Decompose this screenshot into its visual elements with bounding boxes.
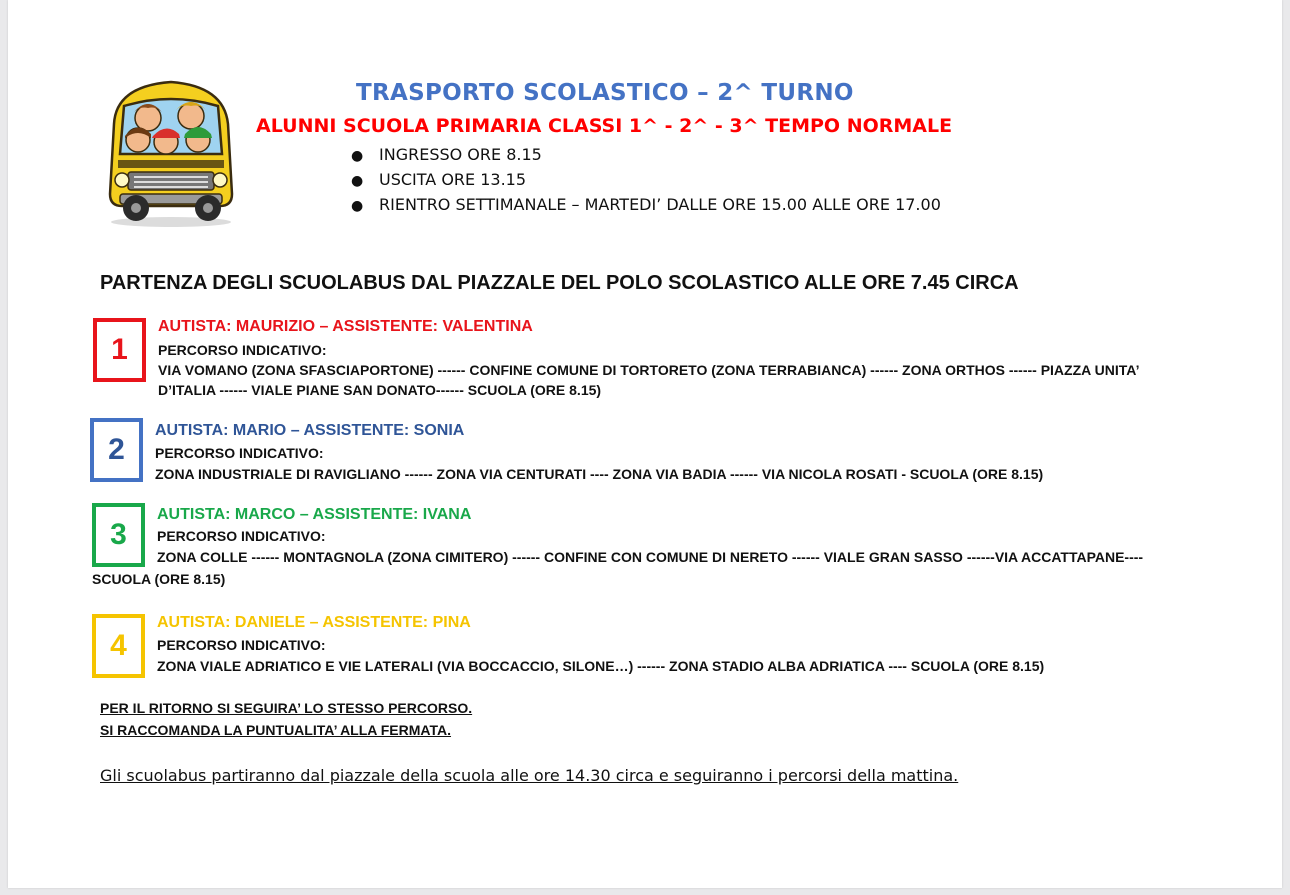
route-driver: AUTISTA: MAURIZIO – ASSISTENTE: VALENTINA xyxy=(158,318,533,335)
document-page xyxy=(8,0,1282,888)
bullet-icon: ● xyxy=(351,173,364,189)
page-title: TRASPORTO SCOLASTICO – 2^ TURNO xyxy=(356,80,854,106)
return-note: PER IL RITORNO SI SEGUIRA’ LO STESSO PERCORSO. xyxy=(100,700,473,716)
route-number-badge: 3 xyxy=(92,503,145,567)
departure-heading: PARTENZA DEGLI SCUOLABUS DAL PIAZZALE DEL POLO SCOLASTICO ALLE ORE 7.45 CIRCA xyxy=(100,272,1019,294)
bullet-icon: ● xyxy=(351,148,364,164)
route-path: SCUOLA (ORE 8.15) xyxy=(92,571,226,587)
schedule-text: RIENTRO SETTIMANALE – MARTEDI’ DALLE ORE 15.00 ALLE ORE 17.00 xyxy=(379,195,941,214)
school-bus-icon xyxy=(96,76,246,228)
route-label: PERCORSO INDICATIVO: xyxy=(155,445,324,461)
afternoon-note: Gli scuolabus partiranno dal piazzale della scuola alle ore 14.30 circa e seguiranno i percorsi della mattina. xyxy=(100,766,959,785)
route-label: PERCORSO INDICATIVO: xyxy=(158,342,327,358)
schedule-text: INGRESSO ORE 8.15 xyxy=(379,145,542,164)
punctuality-note: SI RACCOMANDA LA PUNTUALITA’ ALLA FERMATA. xyxy=(100,722,452,738)
route-driver: AUTISTA: MARIO – ASSISTENTE: SONIA xyxy=(155,422,465,439)
route-number-badge: 2 xyxy=(90,418,143,482)
schedule-item xyxy=(351,169,941,194)
route-path: ZONA COLLE ------ MONTAGNOLA (ZONA CIMITERO) ------ CONFINE CON COMUNE DI NERETO ------ VIALE GRAN SASSO ------VIA ACCATTAPANE---- xyxy=(157,549,1144,565)
route-label: PERCORSO INDICATIVO: xyxy=(157,528,326,544)
bullet-icon: ● xyxy=(351,198,364,214)
route-path: VIA VOMANO (ZONA SFASCIAPORTONE) ------ CONFINE COMUNE DI TORTORETO (ZONA TERRABIANCA) ------ ZONA ORTHOS ------ PIAZZA UNITA’ xyxy=(158,362,1140,378)
route-label: PERCORSO INDICATIVO: xyxy=(157,637,326,653)
route-path: ZONA VIALE ADRIATICO E VIE LATERALI (VIA BOCCACCIO, SILONE…) ------ ZONA STADIO ALBA ADRIATICA ---- SCUOLA (ORE 8.15) xyxy=(157,658,1045,674)
schedule-item xyxy=(351,194,941,219)
route-number-badge: 4 xyxy=(92,614,145,678)
page-subtitle: ALUNNI SCUOLA PRIMARIA CLASSI 1^ - 2^ - 3^ TEMPO NORMALE xyxy=(256,115,953,137)
schedule-item xyxy=(351,144,941,169)
route-driver: AUTISTA: MARCO – ASSISTENTE: IVANA xyxy=(157,506,472,523)
route-driver: AUTISTA: DANIELE – ASSISTENTE: PINA xyxy=(157,614,471,631)
schedule-text: USCITA ORE 13.15 xyxy=(379,170,527,189)
schedule-list xyxy=(351,144,941,219)
route-number-badge: 1 xyxy=(93,318,146,382)
route-path: D’ITALIA ------ VIALE PIANE SAN DONATO------ SCUOLA (ORE 8.15) xyxy=(158,382,602,398)
route-path: ZONA INDUSTRIALE DI RAVIGLIANO ------ ZONA VIA CENTURATI ---- ZONA VIA BADIA ------ VIA NICOLA ROSATI - SCUOLA (ORE 8.15) xyxy=(155,466,1044,482)
